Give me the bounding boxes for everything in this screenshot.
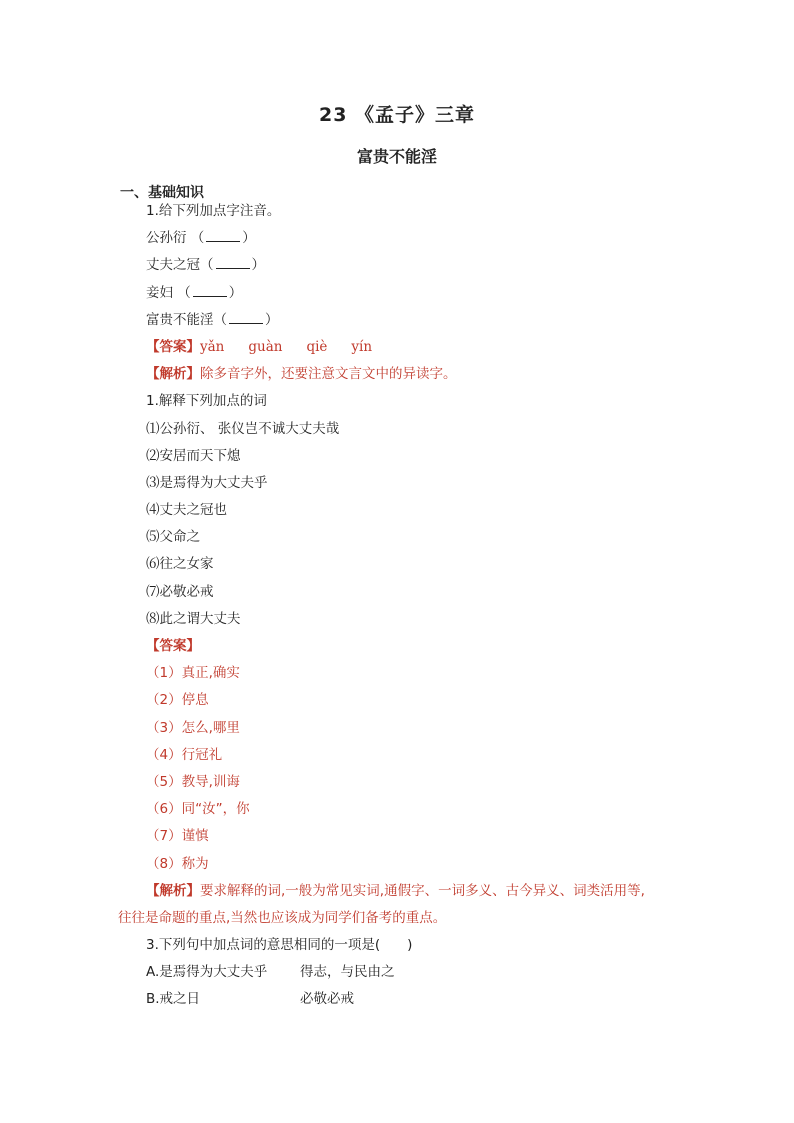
answer-blank[interactable] [216, 254, 250, 269]
analysis-tag: 【解析】 [146, 366, 200, 383]
q2-answer: （4）行冠礼 [146, 746, 223, 763]
content-body [118, 198, 686, 1014]
q1-answer [146, 334, 686, 361]
section-heading: 一、基础知识 [120, 185, 204, 201]
q2-answer: （5）教导,训诲 [146, 773, 240, 790]
q1-item: 妾妇 （ ） [146, 280, 686, 307]
q2-item: ⑺必敬必戒 [146, 583, 214, 600]
answer-blank[interactable] [193, 282, 227, 297]
pinyin-answer: yǎn [200, 338, 225, 355]
page-subtitle: 富贵不能淫 [356, 147, 437, 166]
q3-option-a[interactable]: A.是焉得为大丈夫乎 得志，与民由之 [146, 964, 395, 981]
page-title: 23 《孟子》三章 [318, 104, 476, 126]
q2-answer: （6）同“汝”，你 [146, 801, 250, 818]
q2-answer: （3）怎么,哪里 [146, 719, 240, 736]
q2-prompt: 1.解释下列加点的词 [146, 393, 267, 410]
q2-item: ⑹往之女家 [146, 556, 214, 573]
q2-answer: （7）谨慎 [146, 828, 209, 845]
q2-item: ⑸父命之 [146, 529, 200, 546]
q2-item: ⑻此之谓大丈夫 [146, 610, 241, 627]
q2-item: ⑷丈夫之冠也 [146, 502, 227, 519]
analysis-text: 除多音字外，还要注意文言文中的异读字。 [200, 366, 457, 383]
pinyin-answer: qiè [306, 338, 328, 355]
answer-tag: 【答案】 [146, 338, 200, 355]
q1-analysis [146, 361, 686, 388]
q1-prompt: 1.给下列加点字注音。 [146, 203, 281, 219]
q2-item: ⑶是焉得为大丈夫乎 [146, 474, 268, 491]
q2-analysis-cont: 往往是命题的重点,当然也应该成为同学们备考的重点。 [118, 909, 447, 926]
q2-item: ⑴公孙衍、 张仪岂不诚大丈夫哉 [146, 420, 340, 437]
answer-tag: 【答案】 [146, 638, 200, 654]
pinyin-answer: yín [351, 338, 373, 355]
q2-analysis [146, 878, 686, 905]
q1-item: 丈夫之冠（ ） [146, 252, 686, 279]
q2-answer: （2）停息 [146, 692, 209, 709]
q3-option-b[interactable]: B.戒之日 必敬必戒 [146, 991, 354, 1008]
q2-item: ⑵安居而天下熄 [146, 447, 241, 464]
analysis-text: 要求解释的词,一般为常见实词,通假字、一词多义、古今异义、词类活用等, [200, 882, 645, 899]
q1-item: 公孙衍 （ ） [146, 225, 686, 252]
q2-answer: （1）真正,确实 [146, 665, 240, 682]
q1-item: 富贵不能淫（ ） [146, 307, 686, 334]
pinyin-answer: guàn [248, 338, 283, 355]
q2-answer: （8）称为 [146, 855, 209, 872]
analysis-tag: 【解析】 [146, 882, 200, 899]
q3-prompt: 3.下列句中加点词的意思相同的一项是( ) [146, 937, 413, 954]
answer-blank[interactable] [206, 227, 240, 242]
answer-blank[interactable] [229, 309, 263, 324]
